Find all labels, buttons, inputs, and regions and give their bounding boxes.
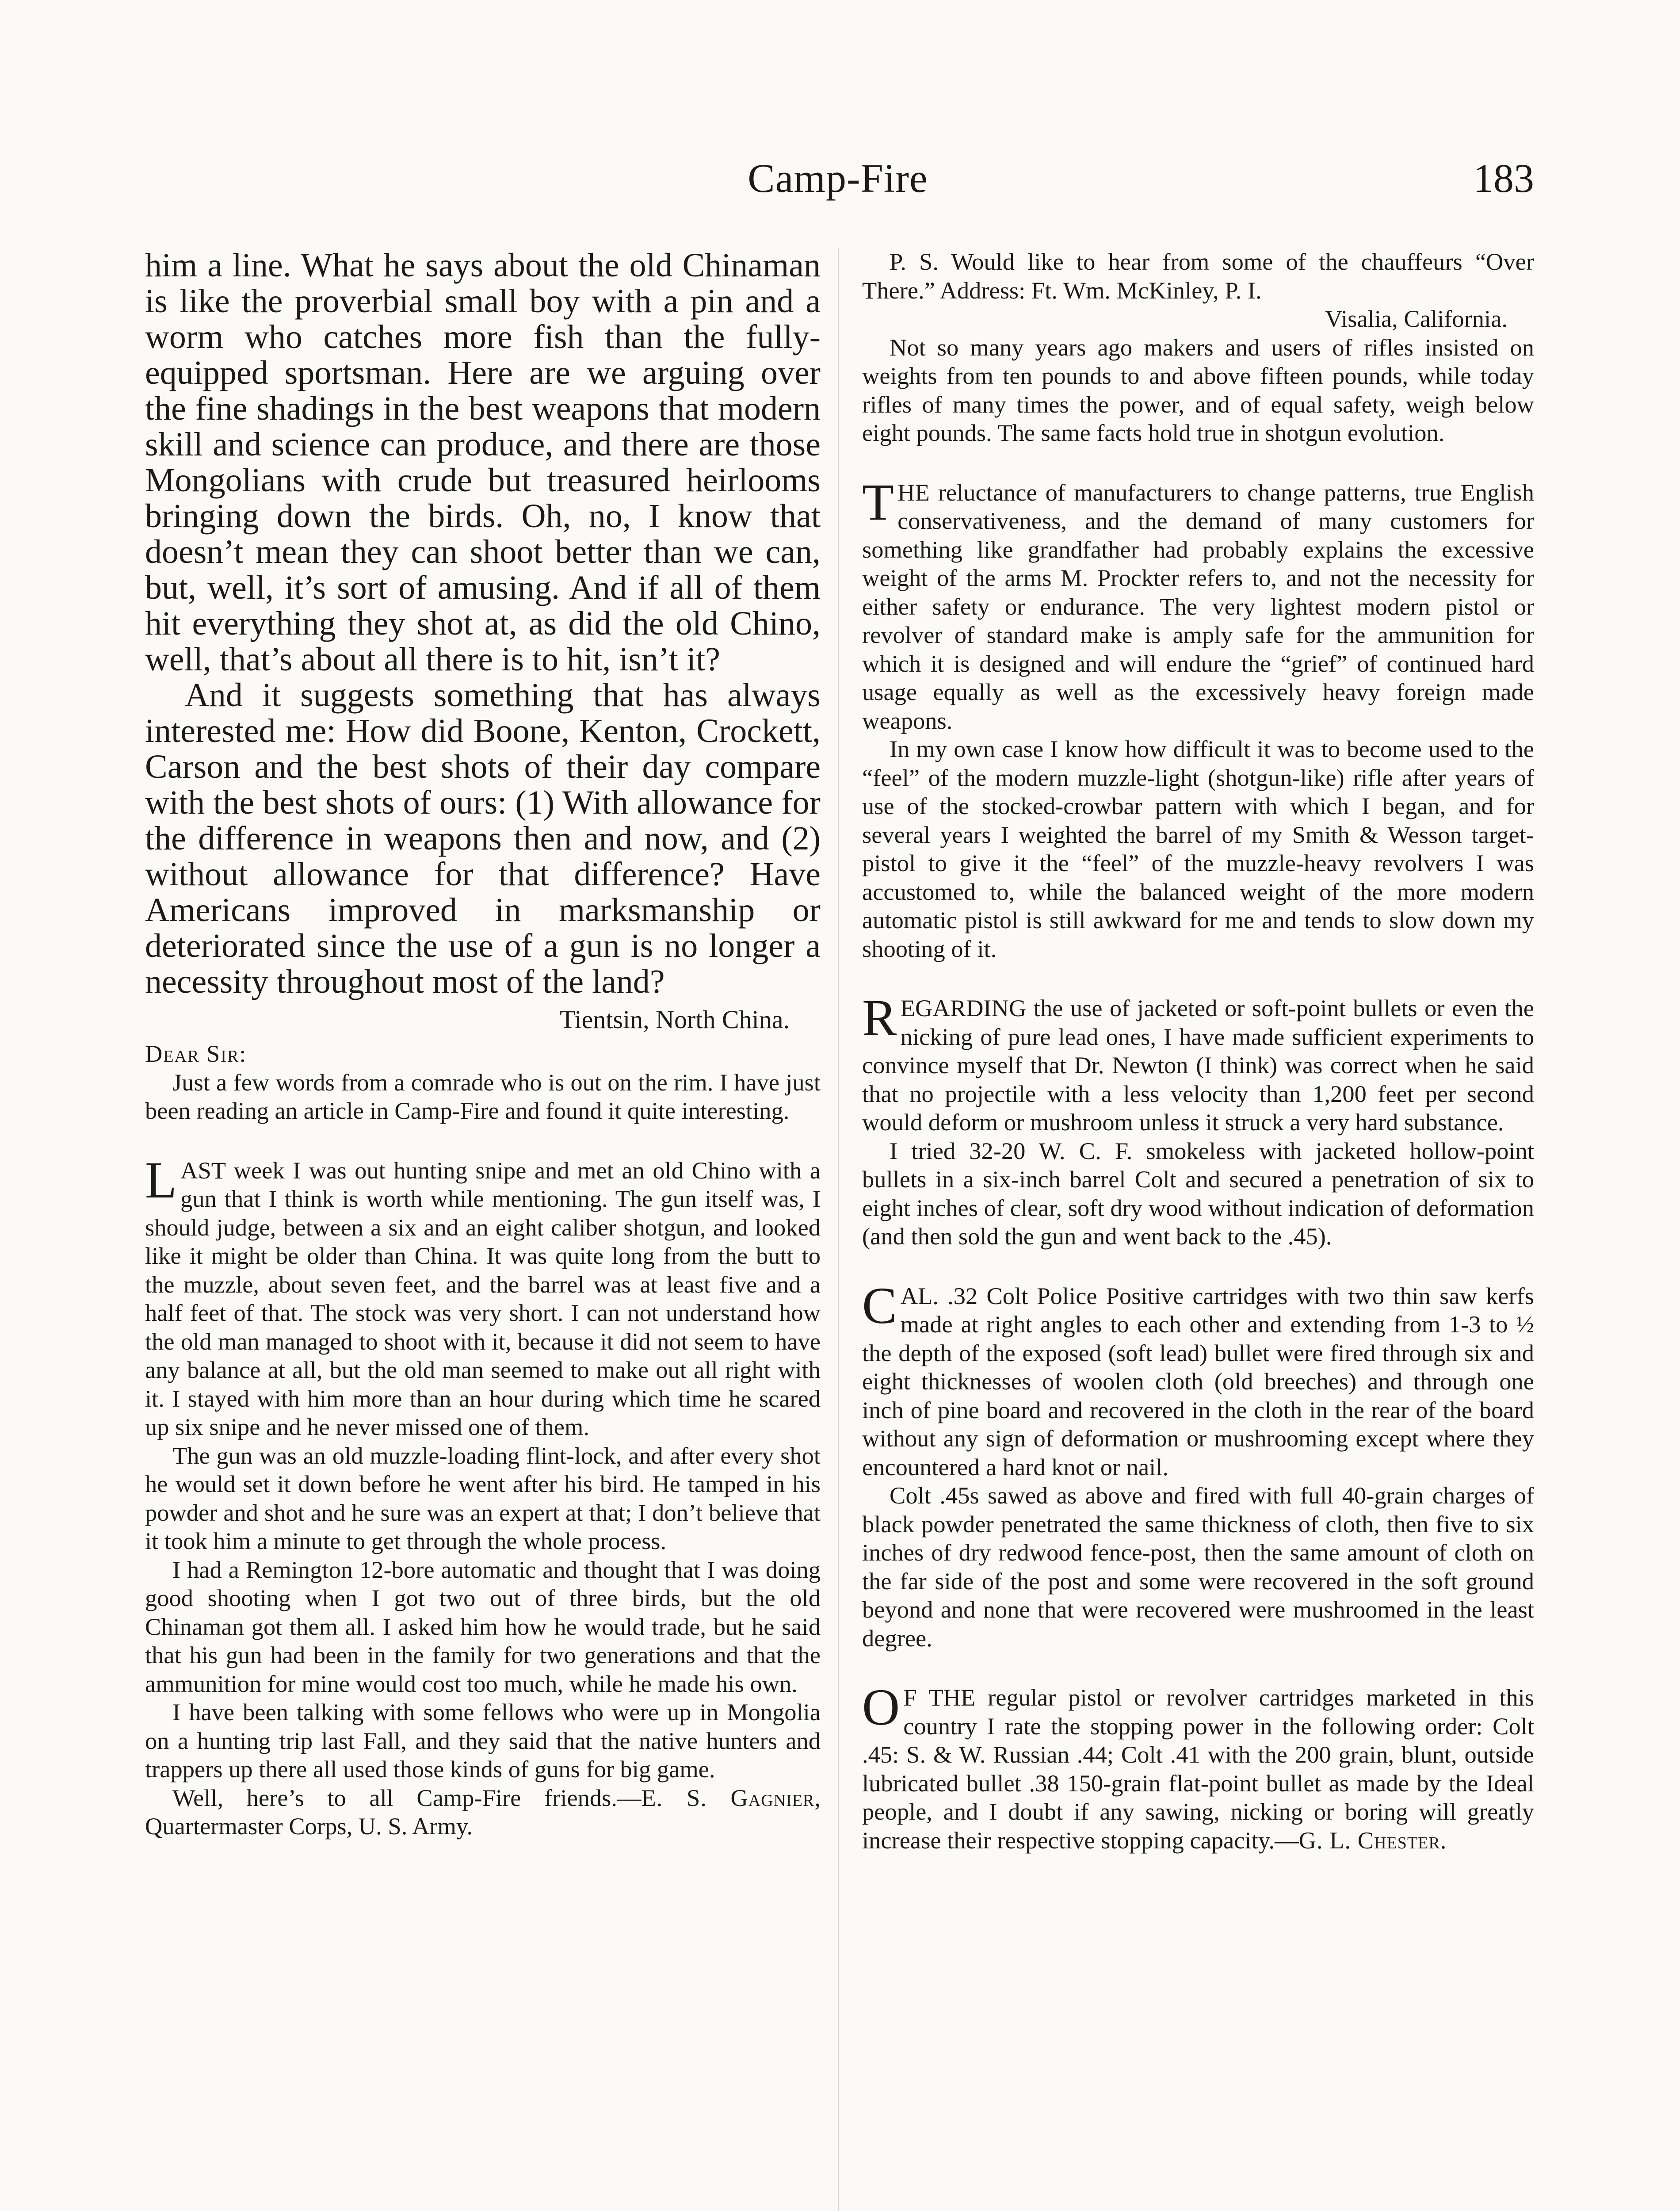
- dropcap-paragraph: [862, 473, 1534, 735]
- dropcap-paragraph: [145, 1151, 821, 1442]
- column-divider: [838, 248, 839, 2211]
- location-line: Visalia, California.: [1325, 305, 1508, 332]
- paragraph-text: HE reluctance of manufacturers to change patterns, true English conservativeness, and the demand of many customers for something like grandfather had probably explains the excessive weight of the arms M. Prockter refers to, and not the necessity for either safety or endurance. The very lightest modern pistol or revolver of standard make is amply safe for the ammunition for which it is designed and will endure the “grief” of continued hard usage equally as well as the excessively heavy foreign made weapons.: [862, 478, 1534, 734]
- postscript: P. S. Would like to hear from some of the chauffeurs “Over There.” Address: Ft. Wm. McKinley, P. I.: [862, 248, 1534, 304]
- closing-paragraph: [145, 1784, 821, 1841]
- running-head: [141, 155, 1534, 203]
- paragraph: In my own case I know how difficult it was to become used to the “feel” of the modern muzzle-light (shotgun-like) rifle after years of use of the stocked-crowbar pattern with which I began, and for several years I weighted the barrel of my Smith & Wesson target-pistol to give it the “feel” of the muzzle-heavy revolvers I was accustomed to, while the balanced weight of the more modern automatic pistol is still awkward for me and tends to slow down my shooting of it.: [862, 735, 1534, 962]
- large-type-section: [145, 248, 821, 1000]
- signature-title: , Quartermaster Corps, U. S. Army.: [145, 1784, 821, 1840]
- paragraph: And it suggests something that has always interested me: How did Boone, Kenton, Crockett, Carson and the best shots of their day compare with the best shots of ours: (1) With allowance for the difference in weapons then and now, and (2) without allowance for that difference? Have Americans improved in marksmanship or deteriorated since the use of a gun is no longer a necessity throughout most of the land?: [145, 677, 821, 1000]
- salutation: Dear Sir:: [145, 1040, 247, 1067]
- right-column: [862, 248, 1534, 1855]
- paragraph: Colt .45s sawed as above and fired with full 40-grain charges of black powder penetrated the same thickness of cloth, then five to six inches of dry redwood fence-post, then the same amount of cloth on the far side of the post and some were recovered in the soft ground beyond and none that were recovered were mushroomed in the least degree.: [862, 1482, 1534, 1652]
- paragraph-text: AL. .32 Colt Police Positive cartridges with two thin saw kerfs made at right angles to each other and extending from 1-3 to ½ the depth of the exposed (soft lead) bullet were fired through six and eight thicknesses of woolen cloth (old breeches) and through one inch of pine board and recovered in the cloth in the rear of the board without any sign of deformation or mushrooming except where they encountered a hard knot or nail.: [862, 1282, 1534, 1480]
- dropcap-paragraph: [862, 989, 1534, 1137]
- location-line: Tientsin, North China.: [560, 1005, 790, 1034]
- dropcap-paragraph: [862, 1276, 1534, 1482]
- drop-cap: L: [145, 1151, 177, 1209]
- paragraph-text: EGARDING the use of jacketed or soft-point bullets or even the nicking of pure lead ones, I have made sufficient experiments to convince myself that Dr. Newton (I think) was correct when he said that no projectile with a less velocity than 1,200 feet per second would deform or mushroom unless it struck a very hard substance.: [862, 995, 1534, 1136]
- drop-cap: R: [862, 989, 897, 1047]
- paragraph: The gun was an old muzzle-loading flint-lock, and after every shot he would set it down before he went after his bird. He tamped in his powder and shot and he sure was an expert at that; I don’t believe that it took him a minute to get through the whole process.: [145, 1442, 821, 1554]
- drop-cap: T: [862, 473, 894, 531]
- closing-text: Well, here’s to all Camp-Fire friends.—: [172, 1784, 641, 1811]
- paragraph: Not so many years ago makers and users of rifles insisted on weights from ten pounds to and above fifteen pounds, while today rifles of many times the power, and of equal safety, weigh below eight pounds. The same facts hold true in shotgun evolution.: [862, 333, 1534, 446]
- page-number: 183: [1473, 156, 1534, 201]
- drop-cap: O: [862, 1678, 900, 1736]
- paragraph: him a line. What he says about the old Chinaman is like the proverbial small boy with a pin and a worm who catches more fish than the fully-equipped sportsman. Here are we arguing over the fine shadings in the best weapons that modern skill and science can produce, and there are those Mongolians with crude but treasured heirlooms bringing down the birds. Oh, no, I know that doesn’t mean they can shoot better than we can, but, well, it’s sort of amusing. And if all of them hit everything they shot at, as did the old Chino, well, that’s about all there is to hit, isn’t it?: [145, 247, 821, 678]
- signature-name: E. S. Gagnier: [641, 1784, 815, 1811]
- drop-cap: C: [862, 1276, 897, 1335]
- paragraph: Just a few words from a comrade who is out on the rim. I have just been reading an article in Camp-Fire and found it quite interesting.: [145, 1068, 821, 1124]
- left-column: [145, 248, 821, 1841]
- paragraph-text: AST week I was out hunting snipe and met an old Chino with a gun that I think is worth while mentioning. The gun itself was, I should judge, between a six and an eight caliber shotgun, and looked like it might be older than China. It was quite long from the butt to the muzzle, about seven feet, and the barrel was at least five and a half feet of that. The stock was very short. I can not understand how the old man managed to shoot with it, because it did not seem to have any balance at all, but the old man seemed to make out all right with it. I stayed with him more than an hour during which time he scared up six snipe and he never missed one of them.: [145, 1156, 821, 1440]
- paragraph-text: F THE regular pistol or revolver cartridges marketed in this country I rate the stopping power in the following order: Colt .45: S. & W. Russian .44; Colt .41 with the 200 grain, blunt, outside lubricated bullet .38 150-grain flat-point bullet as made by the Ideal people, and I doubt if any sawing, nicking or boring will greatly increase their respective stopping capacity.—: [862, 1684, 1534, 1854]
- paragraph: I have been talking with some fellows who were up in Mongolia on a hunting trip last Fall, and they said that the native hunters and trappers up there all used those kinds of guns for big game.: [145, 1698, 821, 1783]
- signature-name: G. L. Chester.: [1298, 1826, 1447, 1854]
- page-title: Camp-Fire: [748, 156, 928, 201]
- paragraph: I tried 32-20 W. C. F. smokeless with jacketed hollow-point bullets in a six-inch barrel Colt and secured a penetration of six to eight inches of clear, soft dry wood without indication of deformation (and then sold the gun and went back to the .45).: [862, 1137, 1534, 1250]
- dropcap-paragraph: [862, 1678, 1534, 1855]
- letter-section: [145, 1000, 821, 1841]
- paragraph: I had a Remington 12-bore automatic and thought that I was doing good shooting when I got two out of three birds, but the old Chinaman got them all. I asked him how he would trade, but he said that his gun had been in the family for two generations and that the ammunition for mine would cost too much, while he made his own.: [145, 1556, 821, 1697]
